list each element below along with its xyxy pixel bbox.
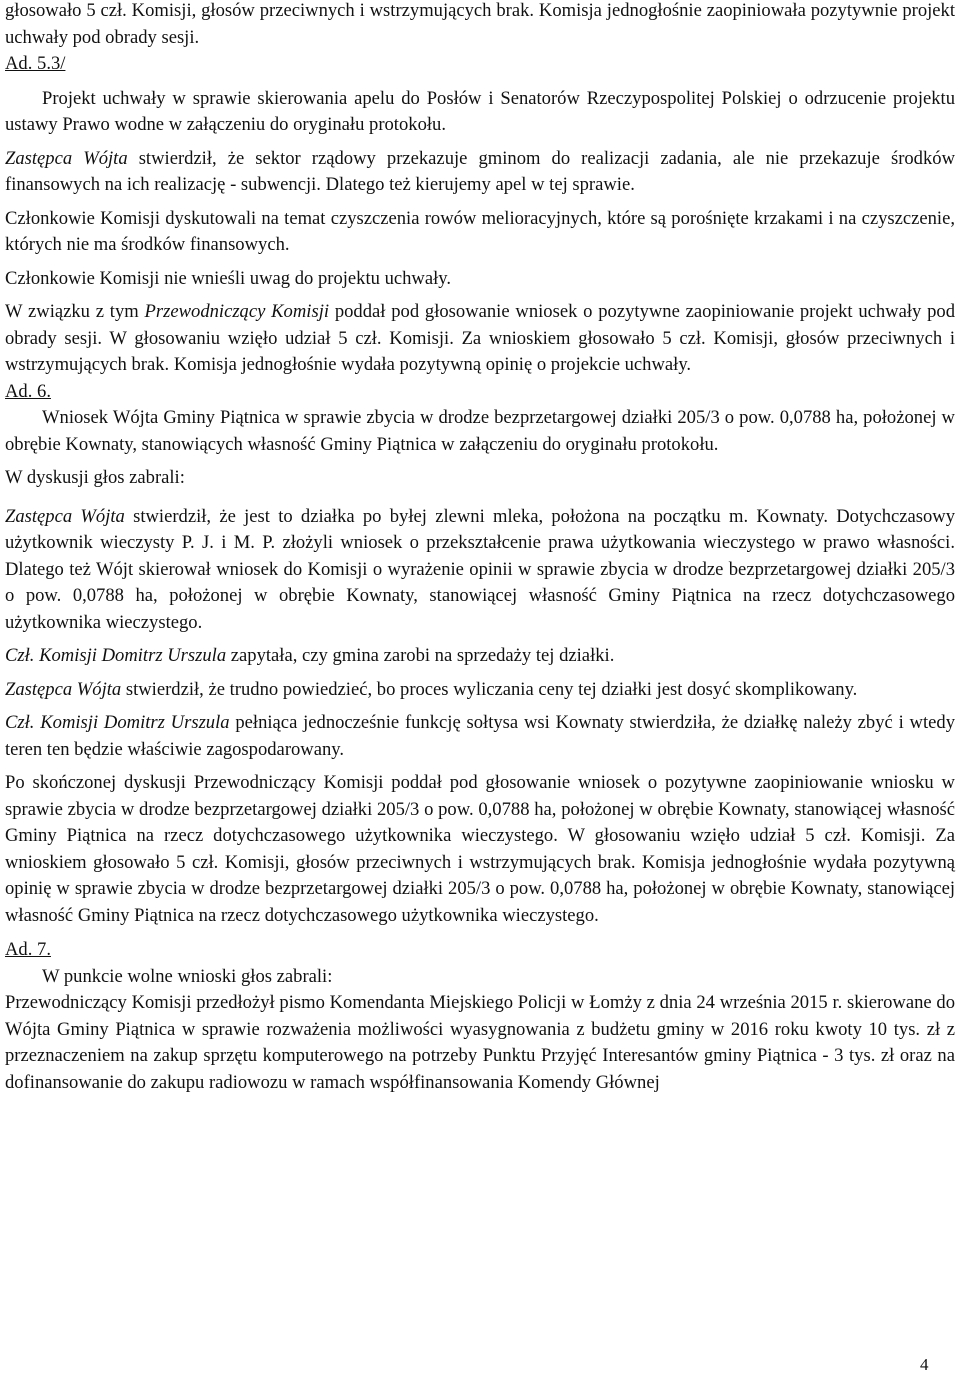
paragraph-pismo-komendanta: Przewodniczący Komisji przedłożył pismo Komendanta Miejskiego Policji w Łomży z dnia 24 września 2015 r. skierowane do Wójta Gminy Piątnica w sprawie rozważenia możliwości wyasygnowania z budżetu gminy w 2016 roku kwoty 10 tys. zł z przeznaczeniem na zakup sprzętu komputerowego na potrzeby Punktu Przyjęć Interesantów gminy Piątnica - 3 tys. zł oraz na dofinansowanie do zakupu radiowozu w ramach współfinansowania Komendy Głównej (5, 992, 955, 1093)
heading-ad-7: Ad. 7. (5, 939, 51, 960)
paragraph-glosowanie-uchwala: W związku z tym Przewodniczący Komisji poddał pod głosowanie wniosek o pozytywne zaopiniowanie projekt uchwały pod obrady sesji. W głosowaniu wzięło udział 5 czł. Komisji. Za wnioskiem głosowało 5 czł. Komisji, głosów przeciwnych i wstrzymujących brak. Komisja jednogłośnie wydała pozytywną opinię o projekcie uchwały. (5, 301, 956, 375)
paragraph-zastepca-cena: Zastępca Wójta stwierdził, że trudno powiedzieć, bo proces wyliczania ceny tej działki jest dosyć skomplikowany. (5, 678, 858, 700)
paragraph-zastepca-apel: Zastępca Wójta stwierdził, że sektor rządowy przekazuje gminom do realizacji zadania, ale nie przekazuje środków finansowych na ich realizację - subwencji. Dlatego też kierujemy apel w tej sprawie. (5, 147, 955, 195)
paragraph-czlonkowie-uwagi: Członkowie Komisji nie wnieśli uwag do projektu uchwały. (5, 267, 452, 289)
heading-ad-5-3: Ad. 5.3/ (5, 53, 66, 74)
paragraph-czlonkowie-dyskusja: Członkowie Komisji dyskutowali na temat czyszczenia rowów melioracyjnych, które są porośnięte krzakami i na czyszczenie, których nie ma środków finansowych. (5, 207, 955, 255)
paragraph-wniosek-wojta: Wniosek Wójta Gminy Piątnica w sprawie zbycia w drodze bezprzetargowej działki 205/3 o pow. 0,0788 ha, położonej w obrębie Kownaty, stanowiących własność Gminy Piątnica w załączeniu do oryginału protokołu. (5, 407, 955, 455)
document-page (5, 0, 955, 1096)
paragraph-zastepca-dzialka: Zastępca Wójta stwierdził, że jest to działka po byłej zlewni mleka, położona na początku m. Kownaty. Dotychczasowy użytkownik wieczysty P. J. i M. P. złożyli wniosek o przekształcenie prawa użytkowania wieczystego w prawo własności. Dlatego też Wójt skierował wniosek do Komisji o wyrażenie opinii w sprawie zbycia w drodze bezprzetargowej działki 205/3 o pow. 0,0788 ha, położonej w obrębie Kownaty, stanowiącej własność Gminy Piątnica na rzecz dotychczasowego użytkownika wieczystego. (5, 505, 956, 633)
paragraph-domitrz-soltys: Czł. Komisji Domitrz Urszula pełniąca jednocześnie funkcję sołtysa wsi Kownaty stwierdziła, że działkę należy zbyć i wtedy teren ten będzie właściwie zagospodarowany. (5, 712, 955, 760)
paragraph-domitrz-pytanie: Czł. Komisji Domitrz Urszula zapytała, czy gmina zarobi na sprzedaży tej działki. (5, 645, 615, 666)
heading-ad-6: Ad. 6. (5, 380, 51, 402)
paragraph-projekt-uchwaly: Projekt uchwały w sprawie skierowania apelu do Posłów i Senatorów Rzeczypospolitej Polskiej o odrzucenie projektu ustawy Prawo wodne w załączeniu do oryginału protokołu. (5, 87, 955, 135)
paragraph-wolne-wnioski: W punkcie wolne wnioski głos zabrali: (42, 965, 333, 987)
page-number: 4 (920, 1355, 929, 1374)
paragraph-dyskusja-intro: W dyskusji głos zabrali: (5, 467, 185, 488)
paragraph-vote-result: głosowało 5 czł. Komisji, głosów przeciwnych i wstrzymujących brak. Komisja jednogłośnie zaopiniowała pozytywnie projekt uchwały pod obrady sesji. (5, 0, 955, 48)
paragraph-glosowanie-zbycie: Po skończonej dyskusji Przewodniczący Komisji poddał pod głosowanie wniosek o pozytywne zaopiniowanie wniosku w sprawie zbycia w drodze bezprzetargowej działki 205/3 o pow. 0,0788 ha, położonej w obrębie Kownaty, stanowiącej własność Gminy Piątnica na rzecz dotychczasowego użytkownika wieczystego. W głosowaniu wzięło udział 5 czł. Komisji. Za wnioskiem głosowało 5 czł. Komisji, głosów przeciwnych i wstrzymujących brak. Komisja jednogłośnie wydała pozytywną opinię w sprawie zbycia w drodze bezprzetargowej działki 205/3 o pow. 0,0788 ha, położonej w obrębie Kownaty, stanowiącej własność Gminy Piątnica na rzecz dotychczasowego użytkownika wieczystego. (5, 772, 955, 926)
